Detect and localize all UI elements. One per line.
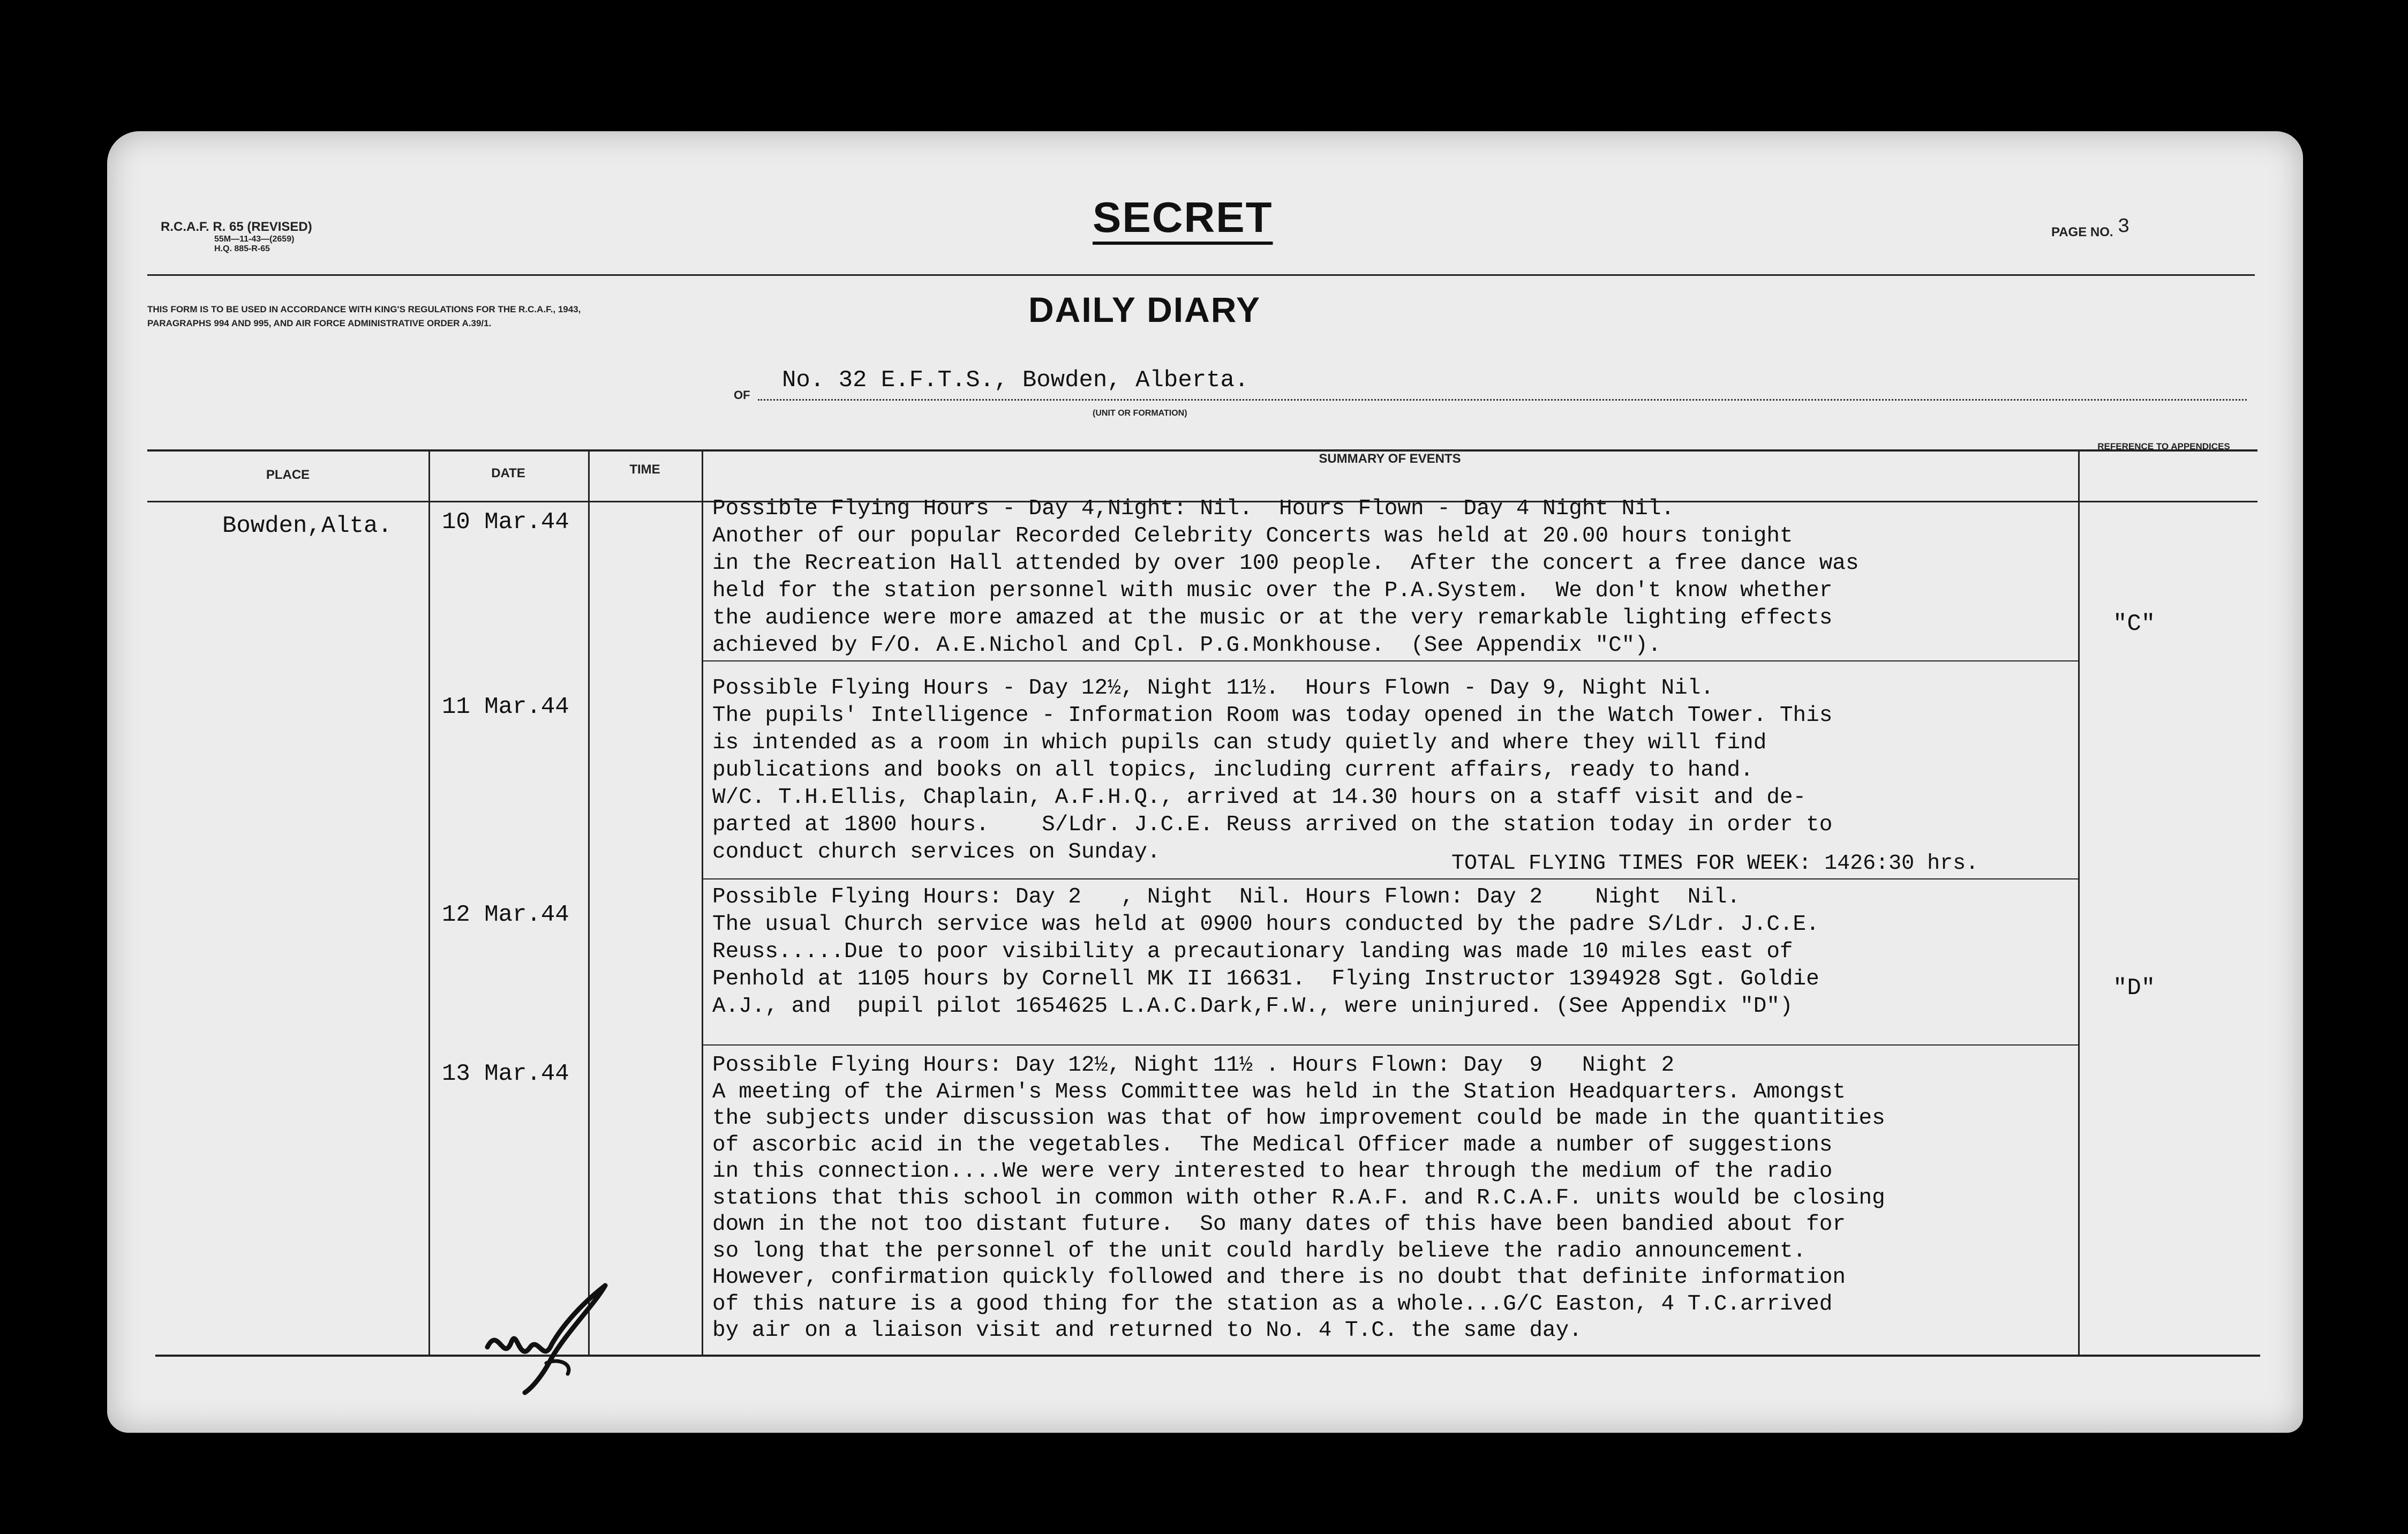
col-divider — [702, 449, 703, 1355]
column-header-reference: REFERENCE TO APPENDICES — [2097, 441, 2230, 452]
unit-caption: (UNIT OR FORMATION) — [1093, 409, 1187, 418]
page-number-value: 3 — [2117, 215, 2130, 238]
col-divider — [428, 449, 430, 1355]
form-number: R.C.A.F. R. 65 (REVISED) — [161, 220, 312, 234]
diary-entry: Possible Flying Hours - Day 12½, Night 11½. Hours Flown - Day 9, Night Nil. The pupils' Intelligence - Information Room was today opened in the Watch Tower. This is intended as a room in which pupils can study quietly and where they will find publications and books on all topics, including current affairs, ready to hand. W/C. T.H.Ellis, Chaplain, A.F.H.Q., arrived at 14.30 hours on a staff visit and de- parted at 1800 hours. S/Ldr. J.C.E. Reuss arrived on the station today in order to conduct church services on Sunday. — [712, 676, 1833, 864]
diary-entry: Possible Flying Hours - Day 4,Night: Nil. Hours Flown - Day 4 Night Nil. Another of our popular Recorded Celebrity Concerts was held at 20.00 hours tonight in the Recreation Hall attended by over 100 people. After the concert a free dance was held for the station personnel with music over the P.A.System. We don't know whether the audience were more amazed at the music or at the very remarkable lighting effects achieved by F/O. A.E.Nichol and Cpl. P.G.Monkhouse. (See Appendix "C"). — [712, 497, 1859, 658]
weekly-total: TOTAL FLYING TIMES FOR WEEK: 1426:30 hrs. — [1451, 852, 1979, 876]
row-divider — [702, 878, 2078, 879]
diary-entry: Possible Flying Hours: Day 12½, Night 11½ . Hours Flown: Day 9 Night 2 A meeting of the Airmen's Mess Committee was held in the Station Headquarters. Amongst the subjects under discussion was that of how improvement could be made in the quantities of ascorbic acid in the vegetables. The Medical Officer made a number of suggestions in this connection....We were very interested to hear through the medium of the radio stations that this school in common with other R.A.F. and R.C.A.F. units would be closing down in the not too distant future. So many dates of this have been bandied about for so long that the personnel of the unit could hardly believe the radio announcement. However, confirmation quickly followed and there is no doubt that definite information of this nature is a good thing for the station as a whole...G/C Easton, 4 T.C.arrived by air on a liaison visit and returned to No. 4 T.C. the same day. — [712, 1053, 1885, 1343]
unit-name: No. 32 E.F.T.S., Bowden, Alberta. — [782, 367, 1249, 394]
form-print-code: 55M—11-43—(2659) — [214, 235, 295, 244]
form-instructions: THIS FORM IS TO BE USED IN ACCORDANCE WITH KING'S REGULATIONS FOR THE R.C.A.F., 1943, PARAGRAPHS 994 AND 995, AND AIR FORCE ADMINISTRATIVE ORDER A.39/1. — [147, 304, 581, 328]
column-header-place: PLACE — [266, 468, 310, 482]
date-cell: 13 Mar.44 — [442, 1061, 569, 1087]
column-header-time: TIME — [629, 462, 660, 477]
row-divider — [702, 1044, 2078, 1046]
diary-page — [107, 131, 2303, 1433]
form-reference — [161, 220, 312, 254]
form-title: DAILY DIARY — [1028, 290, 1261, 329]
diary-entry: Possible Flying Hours: Day 2 , Night Nil. Hours Flown: Day 2 Night Nil. The usual Church service was held at 0900 hours conducted by the padre S/Ldr. J.C.E. Reuss.....Due to poor visibility a precautionary landing was made 10 miles east of Penhold at 1105 hours by Cornell MK II 16631. Flying Instructor 1394928 Sgt. Goldie A.J., and pupil pilot 1654625 L.A.C.Dark,F.W., were uninjured. (See Appendix "D") — [712, 885, 1819, 1019]
column-header-date: DATE — [491, 466, 525, 480]
security-classification: SECRET — [1093, 193, 1273, 241]
col-divider — [588, 449, 590, 1355]
place-cell: Bowden,Alta. — [222, 513, 392, 539]
date-cell: 12 Mar.44 — [442, 901, 569, 928]
date-cell: 11 Mar.44 — [442, 694, 569, 720]
form-hq-code: H.Q. 885-R-65 — [214, 244, 270, 253]
appendix-reference: "C" — [2113, 611, 2156, 637]
page-number-field — [2051, 215, 2130, 243]
table-bottom-rule — [155, 1355, 2260, 1357]
page-number-label: PAGE NO. — [2051, 225, 2113, 239]
unit-of-label: OF — [734, 388, 750, 402]
header-rule — [147, 274, 2255, 276]
date-cell: 10 Mar.44 — [442, 509, 569, 536]
unit-dotted-line — [758, 399, 2247, 401]
row-divider — [702, 660, 2078, 661]
appendix-reference: "D" — [2113, 975, 2156, 1002]
column-header-summary: SUMMARY OF EVENTS — [1319, 452, 1461, 466]
handwritten-initials — [482, 1283, 621, 1395]
